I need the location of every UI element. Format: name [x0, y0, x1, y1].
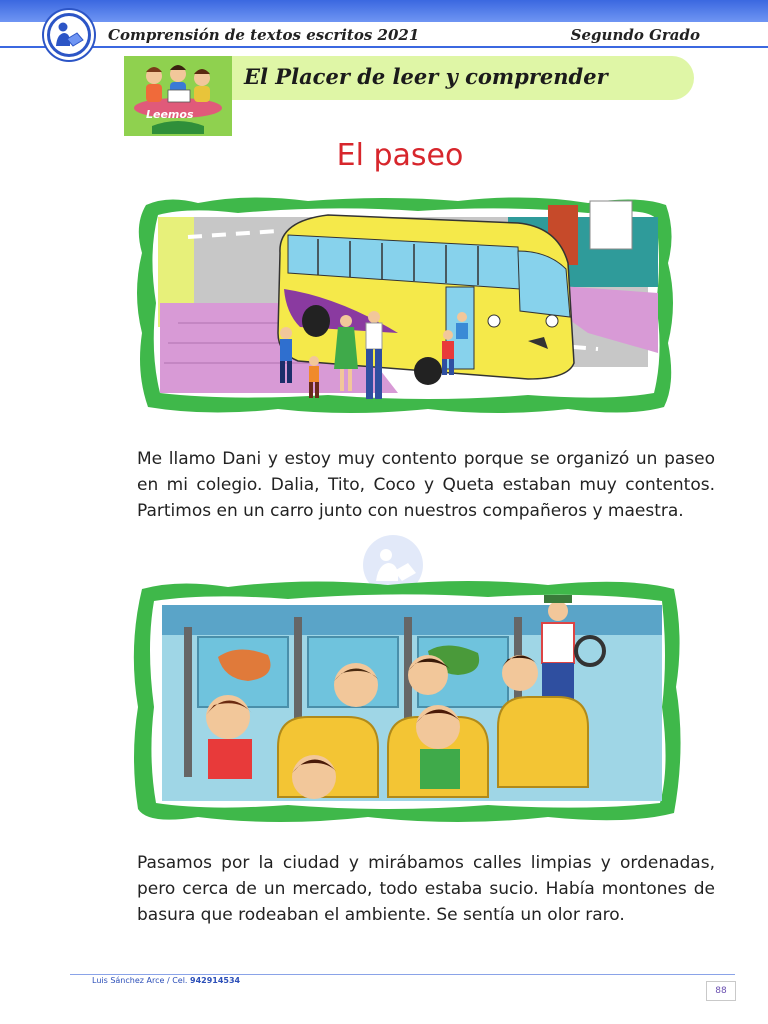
- children-inside-bus-illustration: [128, 577, 688, 827]
- banner-title: El Placer de leer y comprender: [244, 64, 608, 89]
- footer-author-name: Luis Sánchez Arce / Cel.: [92, 976, 188, 985]
- footer-author: [92, 976, 240, 985]
- header-title: Comprensión de textos escritos 2021: [108, 26, 420, 44]
- reading-children-illustration: [124, 56, 232, 136]
- banner-badge: Leemos: [146, 108, 194, 121]
- school-logo-icon: [44, 10, 94, 60]
- header-grade: Segundo Grado: [570, 26, 700, 44]
- footer-rule: [70, 974, 735, 975]
- paragraph-1: Me llamo Dani y estoy muy contento porque se organizó un paseo en mi colegio. Dalia, Tito, Coco y Queta estaban muy contentos. Partimos en un carro junto con nuestros compañeros y maestra.: [137, 449, 715, 521]
- page-title: El paseo: [336, 138, 464, 173]
- paragraph-2: Pasamos por la ciudad y mirábamos calles limpias y ordenadas, pero cerca de un mercado, todo estaba sucio. Había montones de basura que rodeaban el ambiente. Se sentía un olor raro.: [137, 853, 715, 925]
- header-band: [0, 0, 768, 22]
- footer-phone: 942914534: [190, 976, 241, 985]
- page-number: 88: [706, 981, 736, 1001]
- header-rule: [0, 46, 768, 48]
- bus-illustration: [128, 193, 678, 418]
